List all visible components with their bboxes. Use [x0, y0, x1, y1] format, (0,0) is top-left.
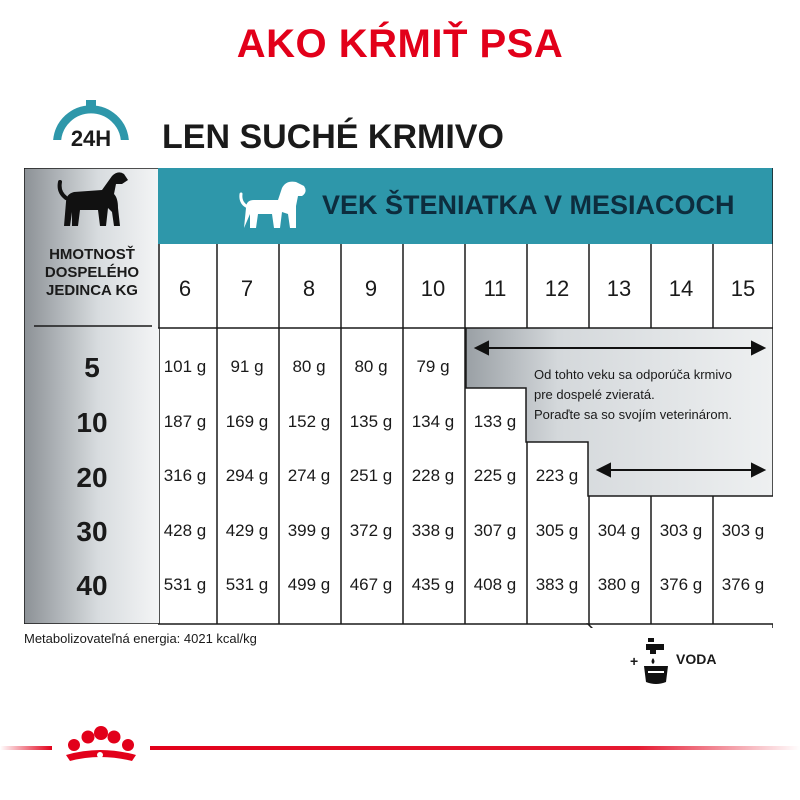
- adult-weight-header: [24, 246, 160, 300]
- clock-label: 24H: [70, 126, 112, 151]
- table-cell: 399 g: [287, 521, 331, 540]
- note-line: Poraďte sa so svojím veterinárom.: [534, 407, 733, 422]
- feeding-type-title: LEN SUCHÉ KRMIVO: [162, 118, 504, 156]
- note-line: pre dospelé zvieratá.: [534, 387, 655, 402]
- table-cell: 80 g: [354, 357, 388, 376]
- adult-weight-header-line: JEDINCA KG: [46, 282, 138, 299]
- table-cell: 531 g: [225, 575, 269, 594]
- month-label: 13: [606, 276, 632, 301]
- crown-logo: [66, 726, 136, 761]
- table-cell: 303 g: [659, 521, 703, 540]
- table-cell: 91 g: [230, 357, 264, 376]
- table-cell: 376 g: [721, 575, 765, 594]
- table-cell: 316 g: [163, 466, 207, 485]
- adult-dog-icon: [56, 168, 134, 236]
- table-cell: 408 g: [473, 575, 517, 594]
- table-cell: 169 g: [225, 412, 269, 431]
- table-cell: 372 g: [349, 521, 393, 540]
- energy-info: Metabolizovateľná energia: 4021 kcal/kg: [24, 631, 257, 646]
- month-label: 9: [364, 276, 378, 301]
- month-label: 10: [420, 276, 446, 301]
- month-label: 14: [668, 276, 694, 301]
- adult-weight-header-line: HMOTNOSŤ: [49, 246, 135, 263]
- table-cell: 531 g: [163, 575, 207, 594]
- table-cell: 251 g: [349, 466, 393, 485]
- table-cell: 187 g: [163, 412, 207, 431]
- table-cell: 429 g: [225, 521, 269, 540]
- table-cell: 274 g: [287, 466, 331, 485]
- table-cell: 467 g: [349, 575, 393, 594]
- weight-label: 40: [76, 570, 108, 601]
- table-cell: 338 g: [411, 521, 455, 540]
- month-label: 8: [302, 276, 316, 301]
- table-cell: 223 g: [535, 466, 579, 485]
- footer-band: [0, 725, 800, 765]
- note-line: Od tohto veku sa odporúča krmivo: [534, 367, 732, 382]
- adult-food-note: [534, 365, 779, 425]
- month-label: 6: [178, 276, 192, 301]
- table-cell: 428 g: [163, 521, 207, 540]
- table-cell: 435 g: [411, 575, 455, 594]
- table-cell: 134 g: [411, 412, 455, 431]
- table-cell: 79 g: [416, 357, 450, 376]
- table-cell: 80 g: [292, 357, 326, 376]
- table-cell: 303 g: [721, 521, 765, 540]
- weight-panel: [24, 168, 160, 624]
- table-cell: 383 g: [535, 575, 579, 594]
- table-cell: 305 g: [535, 521, 579, 540]
- table-cell: 101 g: [163, 357, 207, 376]
- month-label: 12: [544, 276, 570, 301]
- table-cell: 380 g: [597, 575, 641, 594]
- table-cell: 225 g: [473, 466, 517, 485]
- weight-label: 5: [84, 352, 100, 383]
- water-label: VODA: [676, 651, 717, 667]
- table-cell: 304 g: [597, 521, 641, 540]
- table-cell: 228 g: [411, 466, 455, 485]
- water-tap-icon: [642, 636, 670, 686]
- month-label: 11: [483, 276, 507, 301]
- table-cell: 135 g: [349, 412, 393, 431]
- weight-label: 20: [76, 462, 108, 493]
- water-plus: +: [630, 653, 639, 669]
- page-title: AKO KŔMIŤ PSA: [236, 22, 564, 66]
- table-cell: 376 g: [659, 575, 703, 594]
- adult-weight-header-line: DOSPELÉHO: [44, 264, 140, 281]
- table-cell: 294 g: [225, 466, 269, 485]
- month-label: 7: [240, 276, 254, 301]
- weight-label: 10: [76, 407, 108, 438]
- weight-label: 30: [76, 516, 108, 547]
- table-cell: 152 g: [287, 412, 331, 431]
- month-label: 15: [730, 276, 756, 301]
- table-cell: 133 g: [473, 412, 517, 431]
- table-cell: 499 g: [287, 575, 331, 594]
- table-cell: 307 g: [473, 521, 517, 540]
- age-header-label: VEK ŠTENIATKA V MESIACOCH: [322, 190, 735, 220]
